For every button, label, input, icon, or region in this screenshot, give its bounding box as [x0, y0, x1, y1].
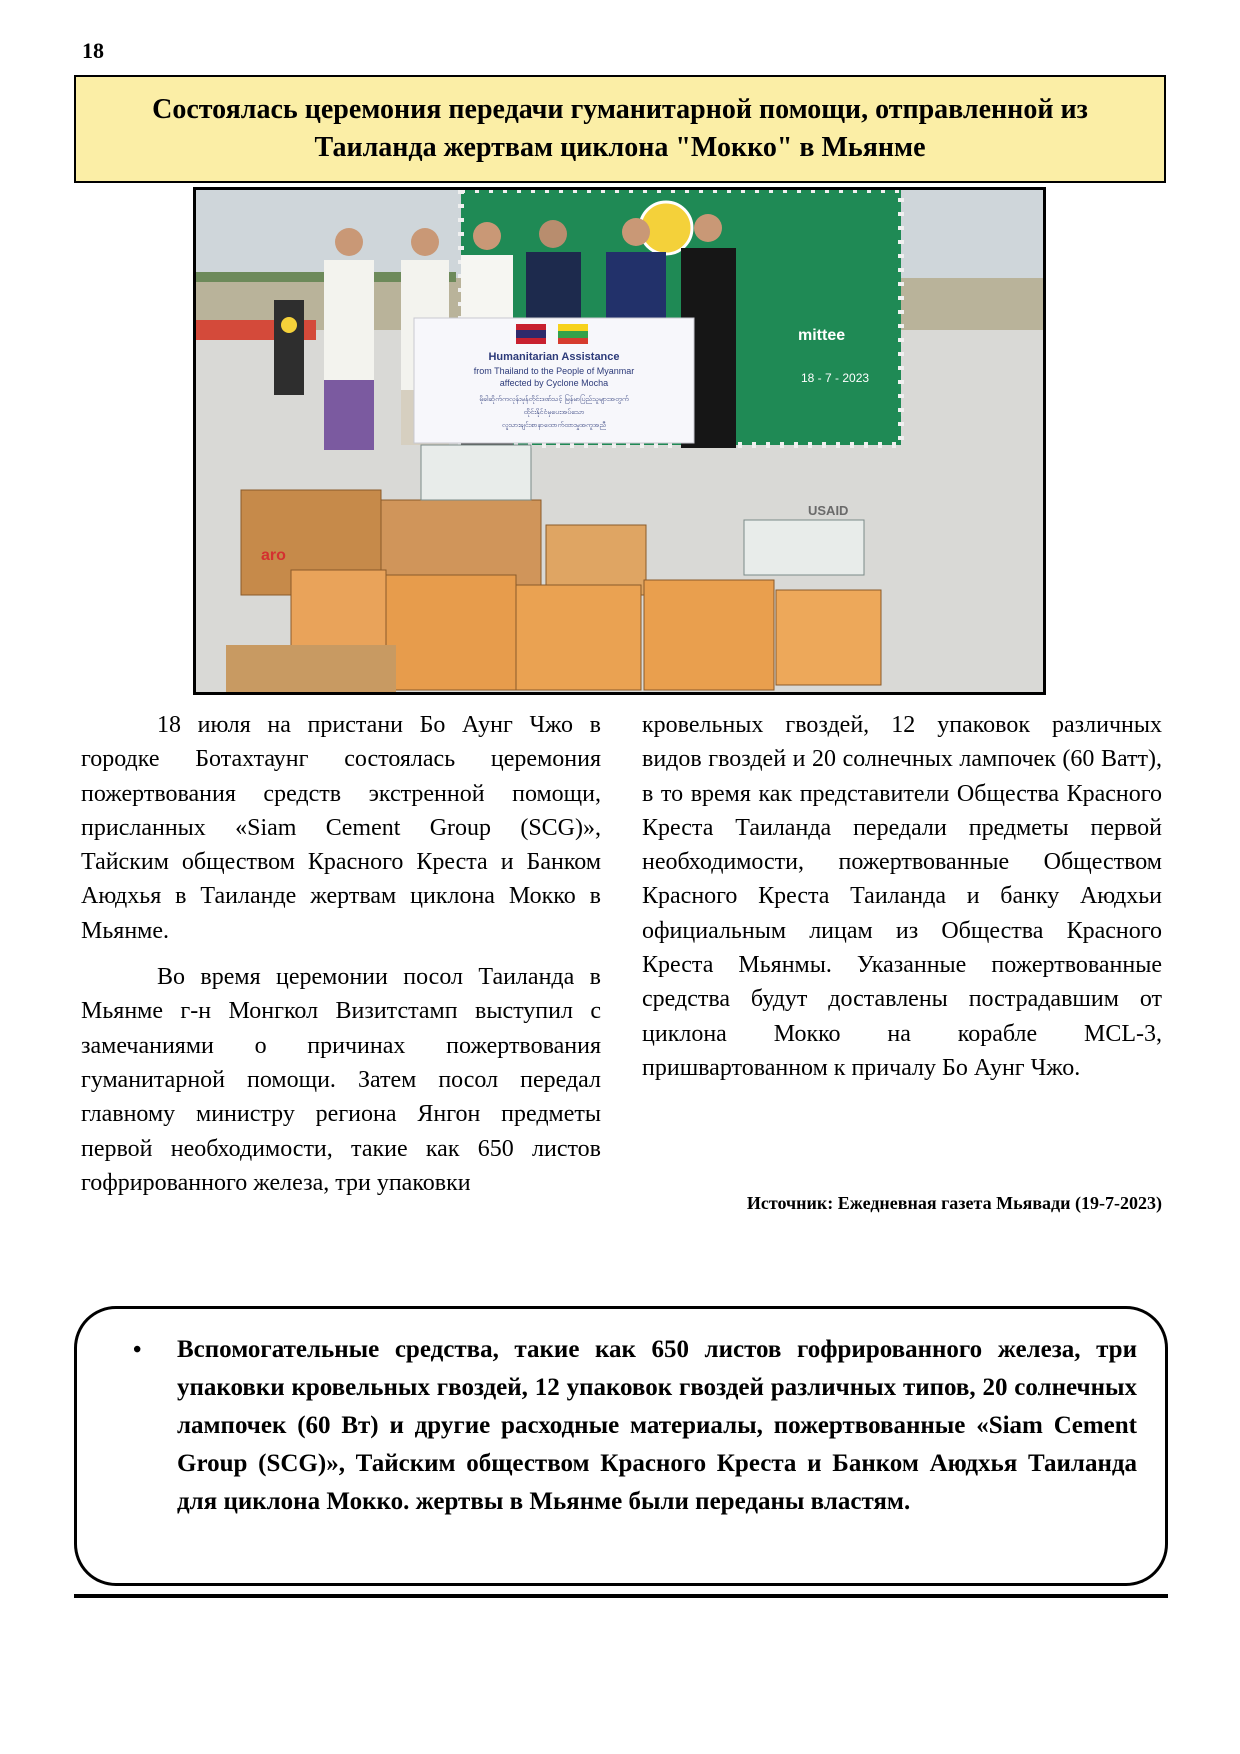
box-label-aro: aro: [261, 547, 286, 564]
article-source: Источник: Ежедневная газета Мьявади (19-7-2023): [746, 1193, 1162, 1213]
article-title-box: [74, 75, 1166, 183]
article-right-column: [642, 708, 1162, 1097]
article-title: Состоялась церемония передачи гуманитарной помощи, отправленной из Таиланда жертвам циклона "Мокко" в Мьянме: [152, 94, 1088, 163]
summary-box: [74, 1306, 1168, 1586]
bullet-icon: •: [133, 1337, 142, 1363]
article-paragraph-3: кровельных гвоздей, 12 упаковок различных видов гвоздей и 20 солнечных лампочек (60 Ватт), в то время как представители Общества Красного Креста Таиланда передали предметы первой необходимости, пожертвованные Обществом Красного Креста Таиланда и банку Аюдхьи официальным лицам из Общества Красного Креста Мьянмы. Указанные пожертвованные средства будут доставлены пострадавшим от циклона Мокко на корабле MCL-3, пришвартованном к причалу Бо Аунг Чжо.: [642, 712, 1162, 1081]
backdrop-text-committee: mittee: [798, 327, 846, 344]
ceremony-photo-illustration: [196, 190, 1043, 692]
summary-list: [133, 1331, 1137, 1521]
summary-item: [133, 1331, 1137, 1521]
banner-line-6: လူသားချင်းစာနာထောက်ထားမှုအကူအညီ: [501, 421, 607, 429]
banner-line-3: affected by Cyclone Mocha: [499, 378, 609, 388]
article-paragraph-1: 18 июля на пристани Бо Аунг Чжо в городке Ботахтаунг состоялась церемония пожертвования средств экстренной помощи, присланных «Siam Cement Group (SCG)», Тайским обществом Красного Креста и Банком Аюдхья в Таиланде жертвам циклона Мокко в Мьянме.: [81, 712, 601, 944]
page-number: 18: [82, 38, 104, 63]
banner-line-1: Humanitarian Assistance: [488, 351, 620, 363]
banner-line-4: မိုခါဆိုက်ကလုန်းမုန်တိုင်းဒဏ်သင့် မြန်မာပြည်သူများအတွက်: [479, 395, 629, 403]
article-paragraph-2: Во время церемонии посол Таиланда в Мьянме г-н Монгкол Визитстамп выступил с замечаниями о причинах пожертвования гуманитарной помощи. Затем посол передал главному министру региона Янгон предметы первой необходимости, такие как 650 листов гофрированного железа, три упаковки: [81, 964, 601, 1196]
deck-text-usaid: USAID: [808, 503, 849, 518]
podium: [274, 300, 304, 395]
backdrop-text-date: 18 - 7 - 2023: [801, 371, 870, 385]
banner-line-2: from Thailand to the People of Myanmar: [473, 366, 635, 376]
article-left-column: [81, 708, 601, 1212]
bottom-divider: [74, 1594, 1168, 1598]
summary-text: Вспомогательные средства, такие как 650 листов гофрированного железа, три упаковки кровельных гвоздей, 12 упаковок гвоздей различных типов, 20 солнечных лампочек (60 Вт) и другие расходные материалы, пожертвованные «Siam Cement Group (SCG)», Тайским обществом Красного Креста и Банком Аюдхья Таиланда для циклона Мокко. жертвы в Мьянме были переданы властям.: [177, 1336, 1137, 1515]
ceremony-photo: [193, 187, 1046, 695]
banner-line-5: ထိုင်းနိုင်ငံမှပေးအပ်သော: [523, 408, 585, 416]
